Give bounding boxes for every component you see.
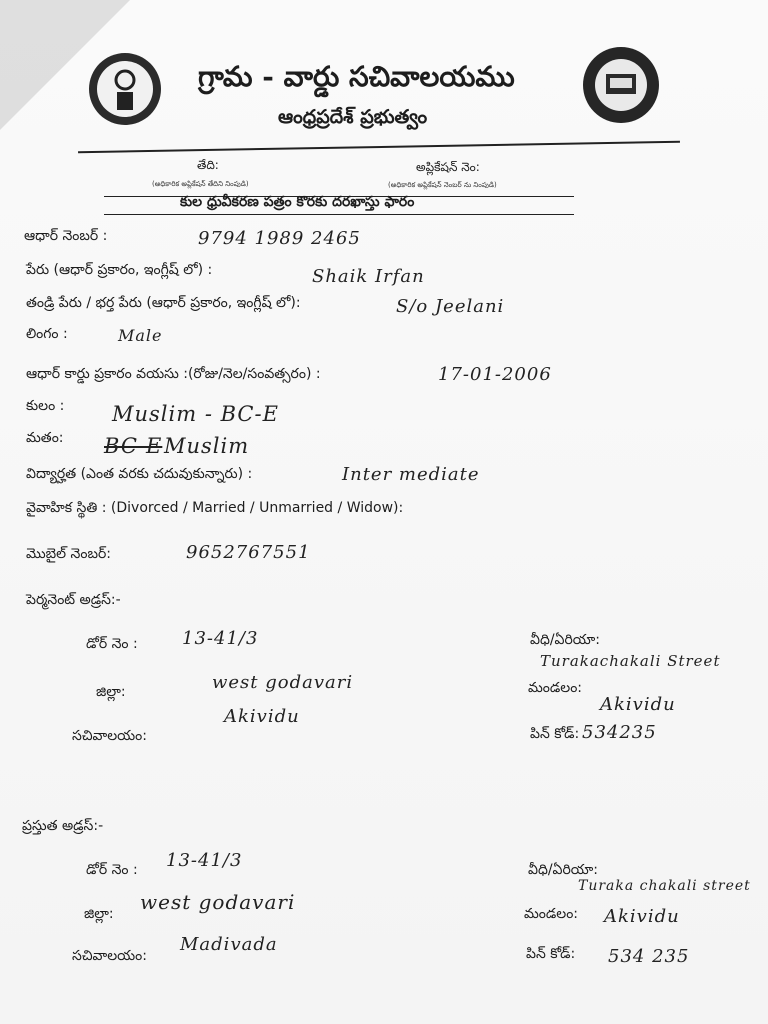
father-name-value: S/o Jeelani xyxy=(396,296,505,317)
form-title: కుల ధ్రువీకరణ పత్రం కొరకు దరఖాస్తు ఫారం xyxy=(180,194,415,210)
present-secretariat-label: సచివాలయం: xyxy=(72,948,147,964)
permanent-mandal-label: మండలం: xyxy=(528,680,583,696)
date-note: (అధికారిక అప్లికేషన్ తేదిని నింపుడి) xyxy=(152,180,249,188)
permanent-address-heading: పెర్మనెంట్ అడ్రస్:- xyxy=(26,592,121,608)
gender-value: Male xyxy=(118,326,163,345)
permanent-door-label: డోర్ నెం : xyxy=(86,636,138,652)
dob-value: 17-01-2006 xyxy=(438,364,552,385)
gender-label: లింగం : xyxy=(26,326,68,342)
present-door-label: డోర్ నెం : xyxy=(86,862,138,878)
present-mandal-value: Akividu xyxy=(604,906,680,927)
name-label: పేరు (ఆధార్ ప్రకారం, ఇంగ్లీష్ లో) : xyxy=(26,262,213,278)
present-secretariat-value: Madivada xyxy=(180,934,278,955)
present-street-label: వీధి/ఏరియా: xyxy=(528,862,599,878)
religion-struck-value: BC-E xyxy=(104,434,163,458)
marital-status-label: వైవాహిక స్థితి : (Divorced / Married / Unmarried / Widow): xyxy=(26,500,404,516)
present-district-value: west godavari xyxy=(140,890,296,914)
religion-value: Muslim xyxy=(164,434,250,458)
permanent-pin-label: పిన్ కోడ్: xyxy=(530,726,580,742)
mobile-label: మొబైల్ నెంబర్: xyxy=(26,546,111,562)
header-divider xyxy=(78,141,680,154)
education-value: Inter mediate xyxy=(342,464,480,485)
permanent-secretariat-label: సచివాలయం: xyxy=(72,728,147,744)
form-title-bottom-rule xyxy=(104,214,574,215)
application-no-label: అప్లికేషన్ నెం: xyxy=(416,160,480,174)
permanent-district-value: west godavari xyxy=(212,672,354,693)
permanent-mandal-value: Akividu xyxy=(600,694,676,715)
caste-value: Muslim - BC-E xyxy=(112,402,279,426)
application-no-note: (అధికారిక అప్లికేషన్ నెంబర్ ను నింపుడి) xyxy=(388,181,497,189)
permanent-street-value: Turakachakali Street xyxy=(540,652,721,670)
permanent-door-value: 13-41/3 xyxy=(182,628,259,649)
aadhaar-value: 9794 1989 2465 xyxy=(198,228,361,249)
permanent-secretariat-value: Akividu xyxy=(224,706,300,727)
mobile-value: 9652767551 xyxy=(186,542,311,563)
date-label: తేది: xyxy=(197,158,219,172)
caste-label: కులం : xyxy=(26,398,65,414)
name-value: Shaik Irfan xyxy=(312,266,425,287)
religion-label: మతం: xyxy=(26,430,64,446)
dob-label: ఆధార్ కార్డు ప్రకారం వయసు :(రోజు/నెల/సంవత్సరం) : xyxy=(26,366,321,382)
present-district-label: జిల్లా: xyxy=(84,906,114,922)
present-street-value: Turaka chakali street xyxy=(578,878,751,894)
present-pin-value: 534 235 xyxy=(608,946,690,967)
ap-government-emblem-icon xyxy=(86,50,164,128)
present-mandal-label: మండలం: xyxy=(524,906,579,922)
permanent-pin-value: 534235 xyxy=(582,722,657,743)
government-subtitle: ఆంధ్రప్రదేశ్ ప్రభుత్వం xyxy=(278,106,428,128)
aadhaar-label: ఆధార్ నెంబర్ : xyxy=(24,228,108,244)
secretariat-seal-icon xyxy=(580,44,662,126)
present-address-heading: ప్రస్తుత అడ్రస్:- xyxy=(22,818,104,834)
present-door-value: 13-41/3 xyxy=(166,850,243,871)
page-title: గ్రామ - వార్డు సచివాలయము xyxy=(198,60,515,93)
permanent-district-label: జిల్లా: xyxy=(96,684,126,700)
education-label: విద్యార్హత (ఎంత వరకు చదువుకున్నారు) : xyxy=(26,466,253,482)
present-pin-label: పిన్ కోడ్: xyxy=(526,946,576,962)
permanent-street-label: వీధి/ఏరియా: xyxy=(530,632,601,648)
father-name-label: తండ్రి పేరు / భర్త పేరు (ఆధార్ ప్రకారం, ఇంగ్లీష్ లో): xyxy=(26,295,301,311)
